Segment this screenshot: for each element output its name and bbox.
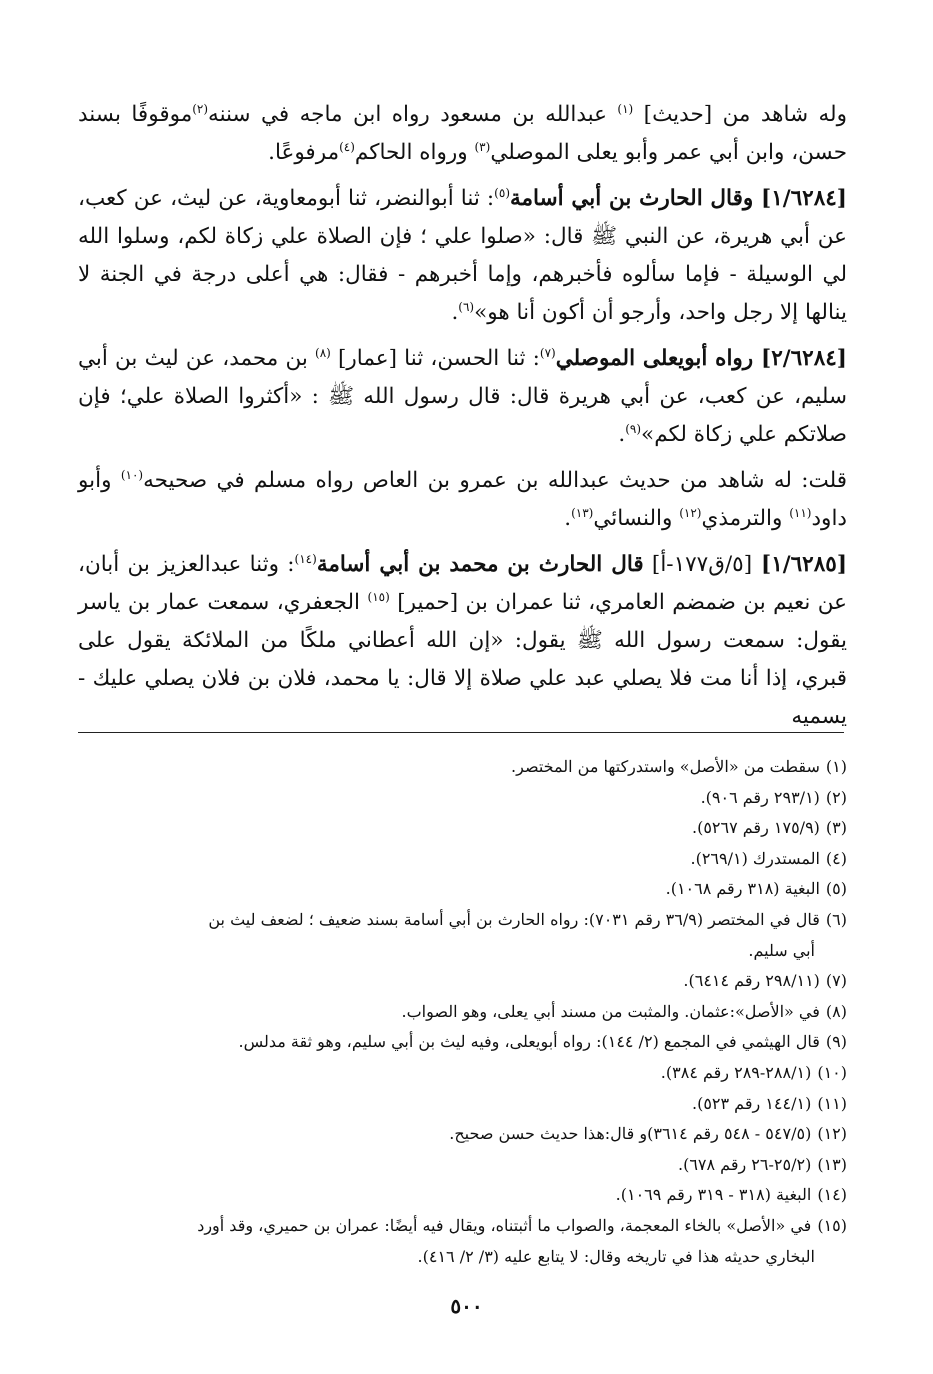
footnote-ref: (٣) (474, 139, 491, 154)
footnote-text: (٥٤٧/٥ - ٥٤٨ رقم ٣٦١٤)و قال:هذا حديث حسن صحيح. (449, 1124, 812, 1144)
footnote (78, 1180, 847, 1211)
text-run: . (451, 300, 459, 325)
footnote-number: (١٢) (817, 1124, 847, 1144)
text-run: بن محمد، عن ليث بن أبي سليم، عن كعب، عن أبي هريرة قال: قال رسول الله ﷺ : «أكثروا الصلاة علي؛ فإن صلاتكم علي زكاة لكم» (78, 346, 847, 447)
narrator-heading: [١/٦٢٨٥] (752, 552, 847, 577)
footnote-number: (١٠) (817, 1062, 847, 1082)
footnote-text: البخاري حديثه هذا في تاريخه وقال: لا يتابع عليه (٣/ ٢/ ٤١٦). (417, 1246, 815, 1266)
text-run: : ثنا الحسن، ثنا [عمار] (330, 346, 540, 371)
footnote (78, 874, 847, 905)
text-run: مرفوعًا. (268, 140, 340, 165)
footnote-ref: (١) (617, 101, 634, 116)
paragraph (78, 462, 847, 538)
text-run: . (618, 422, 626, 447)
footnote-separator (78, 732, 844, 733)
narrator-heading: وقال الحارث بن أبي أسامة (510, 186, 754, 211)
page-number: ٥٠٠ (450, 1294, 483, 1318)
footnote-ref: (٦) (458, 299, 475, 314)
footnote-ref: (١١) (789, 505, 812, 520)
footnote (78, 752, 847, 783)
footnote-text: في «الأصل» بالخاء المعجمة، والصواب ما أثبتناه، ويقال فيه أيضًا: عمران بن حميري، وقد أورد (197, 1215, 812, 1235)
footnote-ref: (١٠) (120, 467, 144, 482)
footnote (78, 1150, 847, 1181)
footnote-number: (٨) (825, 1001, 847, 1021)
paragraph (78, 96, 847, 172)
paragraph (78, 180, 847, 332)
footnote-text: في «الأصل»:عثمان. والمثبت من مسند أبي يعلى، وهو الصواب. (401, 1001, 820, 1021)
narrator-heading: [١/٦٢٨٤] (753, 186, 847, 211)
footnote-ref: (١٣) (571, 505, 594, 520)
paragraph (78, 546, 847, 736)
text-run: عبدالله بن مسعود رواه ابن ماجه في سننه (208, 102, 618, 127)
text-run: : ثنا أبوالنضر، ثنا أبومعاوية، عن ليث، عن كعب، عن أبي هريرة، عن النبي ﷺ قال: «صلوا علي ؛ فإن الصلاة علي زكاة لكم، وسلوا الله لي الوسيلة - فإما سألوه فأخبرهم، وإما أخبرهم - فقال: هي أعلى درجة في الجنة لا ينالها إلا رجل واحد، وأرجو أن أكون أنا هو» (78, 186, 847, 325)
footnote-text: (٢٨٨/١-٢٨٩ رقم ٣٨٤). (660, 1062, 812, 1082)
footnote-text: قال في المختصر (٣٦/٩ رقم ٧٠٣١): رواه الحارث بن أبي أسامة بسند ضعيف ؛ لضعف ليث بن (208, 909, 820, 929)
footnote-ref: (٤) (339, 139, 355, 154)
footnote (78, 783, 847, 814)
footnote (78, 1211, 847, 1242)
narrator-heading: قال الحارث بن محمد بن أبي أسامة (316, 552, 644, 577)
footnote-ref: (٨) (315, 345, 331, 360)
text-run: [٥/ق١٧٧-أ] (643, 552, 753, 577)
footnote (78, 997, 847, 1028)
paragraph (78, 340, 847, 454)
footnote-number: (١) (825, 757, 847, 776)
text-run: : وثنا عبدالعزيز بن أبان، عن نعيم بن ضمضم العامري، ثنا عمران بن [حمير] (78, 552, 847, 615)
text-run: وأبو داود (78, 468, 847, 531)
footnote-text: (٢٩٨/١١ رقم ٦٤١٤). (683, 971, 820, 991)
footnote (78, 936, 847, 967)
footnote (78, 1242, 847, 1273)
footnotes (78, 752, 847, 1272)
footnote (78, 1119, 847, 1150)
footnote-text: سقطت من «الأصل» واستدركتها من المختصر. (511, 757, 820, 776)
narrator-heading: رواه أبويعلى الموصلي (555, 346, 754, 371)
footnote-ref: (٩) (625, 421, 642, 436)
footnote-ref: (٢) (192, 101, 209, 116)
footnote-text: (١٧٥/٩ رقم ٥٢٦٧). (691, 818, 820, 838)
footnote-number: (١٥) (817, 1215, 847, 1235)
footnote-number: (٢) (825, 787, 847, 807)
footnote-number: (٧) (825, 971, 847, 991)
footnote-number: (١٤) (817, 1185, 847, 1205)
footnote (78, 813, 847, 844)
footnote-text: البغية (٣١٨ - ٣١٩ رقم ١٠٦٩). (615, 1185, 812, 1205)
footnote-text: (١٤٤/١ رقم ٥٢٣). (691, 1093, 812, 1113)
footnote-number: (٥) (825, 879, 847, 899)
text-run: الجعفري، سمعت عمار بن ياسر يقول: سمعت رسول الله ﷺ يقول: «إن الله أعطاني ملكًا من الملائكة يقول على قبري، إذا أنا مت فلا يصلي عبد علي صلاة إلا قال: يا محمد، فلان بن فلان يصلي عليك - يسميه (78, 590, 847, 729)
footnote-text: المستدرك (٢٦٩/١). (690, 848, 820, 868)
footnote-ref: (٧) (539, 345, 556, 360)
footnote-text: (٢٥/٢-٢٦ رقم ٦٧٨). (677, 1154, 812, 1174)
text-run: قلت: له شاهد من حديث عبدالله بن عمرو بن العاص رواه مسلم في صحيحه (143, 468, 848, 493)
footnote (78, 844, 847, 875)
footnote-ref: (١٢) (679, 505, 702, 520)
footnote (78, 905, 847, 936)
footnote-number: (١١) (817, 1093, 847, 1113)
text-run: والترمذي (701, 506, 790, 531)
footnote-number: (٣) (825, 818, 847, 838)
footnote (78, 1058, 847, 1089)
footnote-text: (٢٩٣/١ رقم ٩٠٦). (700, 787, 820, 807)
footnote-number: (٦) (825, 909, 847, 929)
footnote-ref: (١٥) (367, 589, 390, 604)
footnote-ref: (١٤) (294, 551, 317, 566)
footnote-number: (٤) (825, 848, 847, 868)
footnote (78, 1027, 847, 1058)
text-run: وله شاهد من [حديث] (633, 102, 847, 127)
text-run: ورواه الحاكم (354, 140, 475, 165)
narrator-heading: [٢/٦٢٨٤] (753, 346, 847, 371)
footnote-number: (١٣) (817, 1154, 847, 1174)
text-run: موقوفًا بسند حسن، وابن أبي عمر وأبو يعلى الموصلي (78, 102, 847, 165)
main-text (78, 96, 847, 736)
footnote-number: (٩) (825, 1032, 847, 1052)
footnote (78, 966, 847, 997)
text-run: . (564, 506, 572, 531)
footnote-text: البغية (٣١٨ رقم ١٠٦٨). (665, 879, 820, 899)
footnote-text: قال الهيثمي في المجمع (٢/ ١٤٤): رواه أبويعلى، وفيه ليث بن أبي سليم، وهو ثقة مدلس. (238, 1032, 820, 1052)
text-run: والنسائي (593, 506, 680, 531)
footnote-ref: (٥) (494, 185, 510, 200)
footnote (78, 1089, 847, 1120)
footnote-text: أبي سليم. (748, 940, 815, 960)
